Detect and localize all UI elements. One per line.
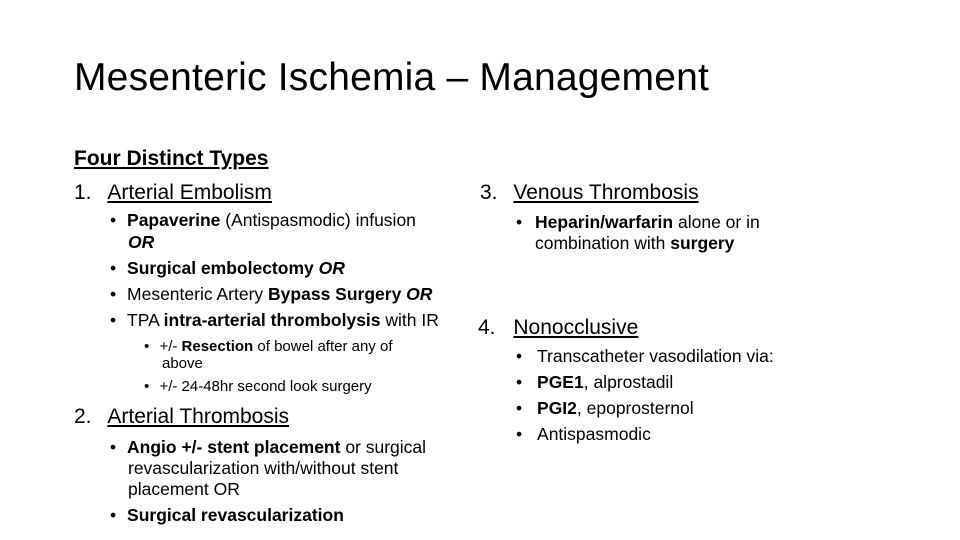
types-heading-text: Four Distinct Types: [74, 147, 269, 170]
bullet-icon: •: [516, 212, 523, 232]
item-text: revascularization with/without stent: [128, 458, 399, 478]
types-heading: [74, 147, 268, 171]
item-bold: PGE1: [537, 372, 584, 392]
item-text: (Antispasmodic) infusion: [220, 210, 416, 230]
item-text: Mesenteric Artery: [127, 284, 269, 304]
item-bold: Resection: [181, 338, 254, 355]
item-bold: PGI2: [537, 398, 577, 418]
section-nonocclusive-heading: [478, 316, 638, 340]
item-text: Transcatheter vasodilation via:: [537, 346, 774, 366]
bullet-icon: •: [516, 398, 523, 418]
list-item-heparin-cont: [535, 233, 734, 254]
list-item-tpa: [110, 310, 439, 331]
bullet-icon: •: [110, 284, 117, 304]
section-label: Arterial Embolism: [107, 181, 272, 204]
list-item-bypass: [110, 284, 432, 305]
item-bold: intra-arterial thrombolysis: [163, 310, 381, 330]
item-bold: Angio +/- stent placement: [127, 437, 341, 457]
list-item-pgi2: [516, 398, 694, 419]
section-number: 2.: [74, 405, 92, 428]
slide-title: Mesenteric Ischemia – Management: [74, 56, 710, 99]
item-bold: surgery: [670, 233, 735, 253]
item-bold: Surgical embolectomy: [127, 258, 314, 278]
list-item-angio-cont2: [128, 479, 240, 500]
section-number: 3.: [480, 181, 498, 204]
item-text: placement OR: [128, 479, 240, 499]
item-text: of bowel after any of: [253, 338, 393, 355]
list-item-resection-cont: [162, 355, 203, 372]
section-number: 4.: [478, 316, 496, 339]
list-item-embolectomy: [110, 258, 345, 279]
bullet-icon: •: [144, 338, 150, 355]
bullet-icon: •: [110, 505, 117, 525]
list-item-heparin: [516, 212, 760, 233]
list-item-papaverine: [110, 210, 416, 231]
item-or: OR: [128, 232, 155, 252]
item-bold: Bypass Surgery: [268, 284, 402, 304]
bullet-icon: •: [110, 210, 117, 230]
bullet-icon: •: [144, 378, 150, 395]
bullet-icon: •: [110, 310, 117, 330]
bullet-icon: •: [516, 424, 523, 444]
section-arterial-thrombosis-heading: [74, 405, 289, 429]
item-text: TPA: [127, 310, 164, 330]
section-number: 1.: [74, 181, 92, 204]
item-bold: Heparin/warfarin: [535, 212, 674, 232]
list-item-pge1: [516, 372, 673, 393]
item-text: with IR: [380, 310, 439, 330]
section-arterial-embolism-heading: [74, 181, 272, 205]
item-or: OR: [313, 258, 345, 278]
bullet-icon: •: [516, 346, 523, 366]
item-or: OR: [401, 284, 433, 304]
list-item-angio-cont1: [128, 458, 398, 479]
list-item-second-look: [144, 378, 372, 395]
item-text: , alprostadil: [583, 372, 674, 392]
list-item-antispasmodic: [516, 424, 651, 445]
item-bold: Papaverine: [127, 210, 221, 230]
bullet-icon: •: [516, 372, 523, 392]
section-label: Nonocclusive: [513, 316, 639, 339]
bullet-icon: •: [110, 258, 117, 278]
item-text: alone or in: [673, 212, 760, 232]
bullet-icon: •: [110, 437, 117, 457]
list-item-vasodilation: [516, 346, 774, 367]
item-text: or surgical: [340, 437, 427, 457]
item-bold: Surgical revascularization: [127, 505, 344, 525]
item-text: , epoprosternol: [576, 398, 694, 418]
item-text: above: [162, 355, 203, 372]
list-item-surgical-revasc: [110, 505, 344, 526]
item-text: Antispasmodic: [537, 424, 651, 444]
list-item-resection: [144, 338, 392, 355]
item-text: +/- 24-48hr second look surgery: [159, 378, 372, 395]
item-text: combination with: [535, 233, 671, 253]
section-label: Arterial Thrombosis: [107, 405, 290, 428]
list-item-papaverine-cont: [128, 232, 154, 253]
list-item-angio: [110, 437, 426, 458]
section-venous-thrombosis-heading: [480, 181, 699, 205]
item-text: +/-: [159, 338, 182, 355]
section-label: Venous Thrombosis: [513, 181, 699, 204]
